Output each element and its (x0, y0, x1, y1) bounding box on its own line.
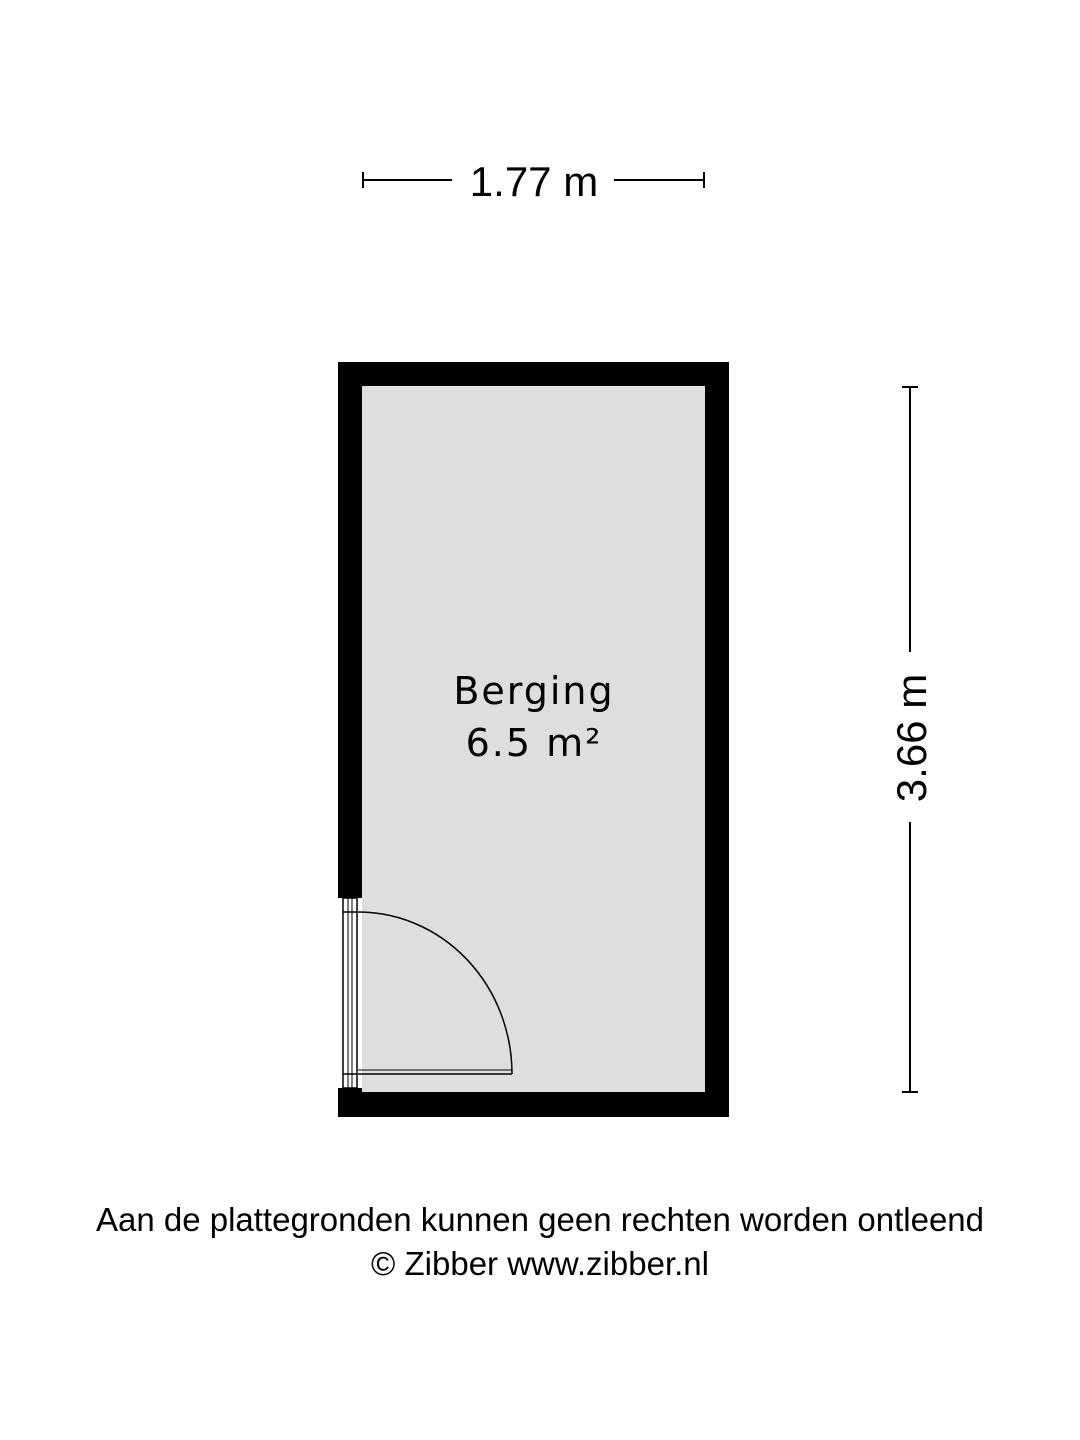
height-dimension-label: 3.66 m (888, 673, 935, 803)
wall-left-upper (338, 362, 362, 898)
height-dimension (888, 387, 935, 1092)
wall-left-lower (338, 1088, 362, 1117)
copyright-text: © Zibber www.zibber.nl (371, 1245, 709, 1282)
wall-right (705, 362, 729, 1117)
room-area: 6.5 m² (465, 721, 603, 765)
disclaimer-text: Aan de plattegronden kunnen geen rechten worden ontleend (95, 1201, 985, 1238)
door-frame-jamb (343, 898, 357, 1088)
wall-bottom (338, 1092, 729, 1117)
room-name: Berging (453, 669, 615, 713)
width-dimension-label: 1.77 m (469, 158, 599, 205)
width-dimension (363, 158, 704, 205)
wall-top (338, 362, 729, 386)
door-frame (343, 898, 357, 1088)
